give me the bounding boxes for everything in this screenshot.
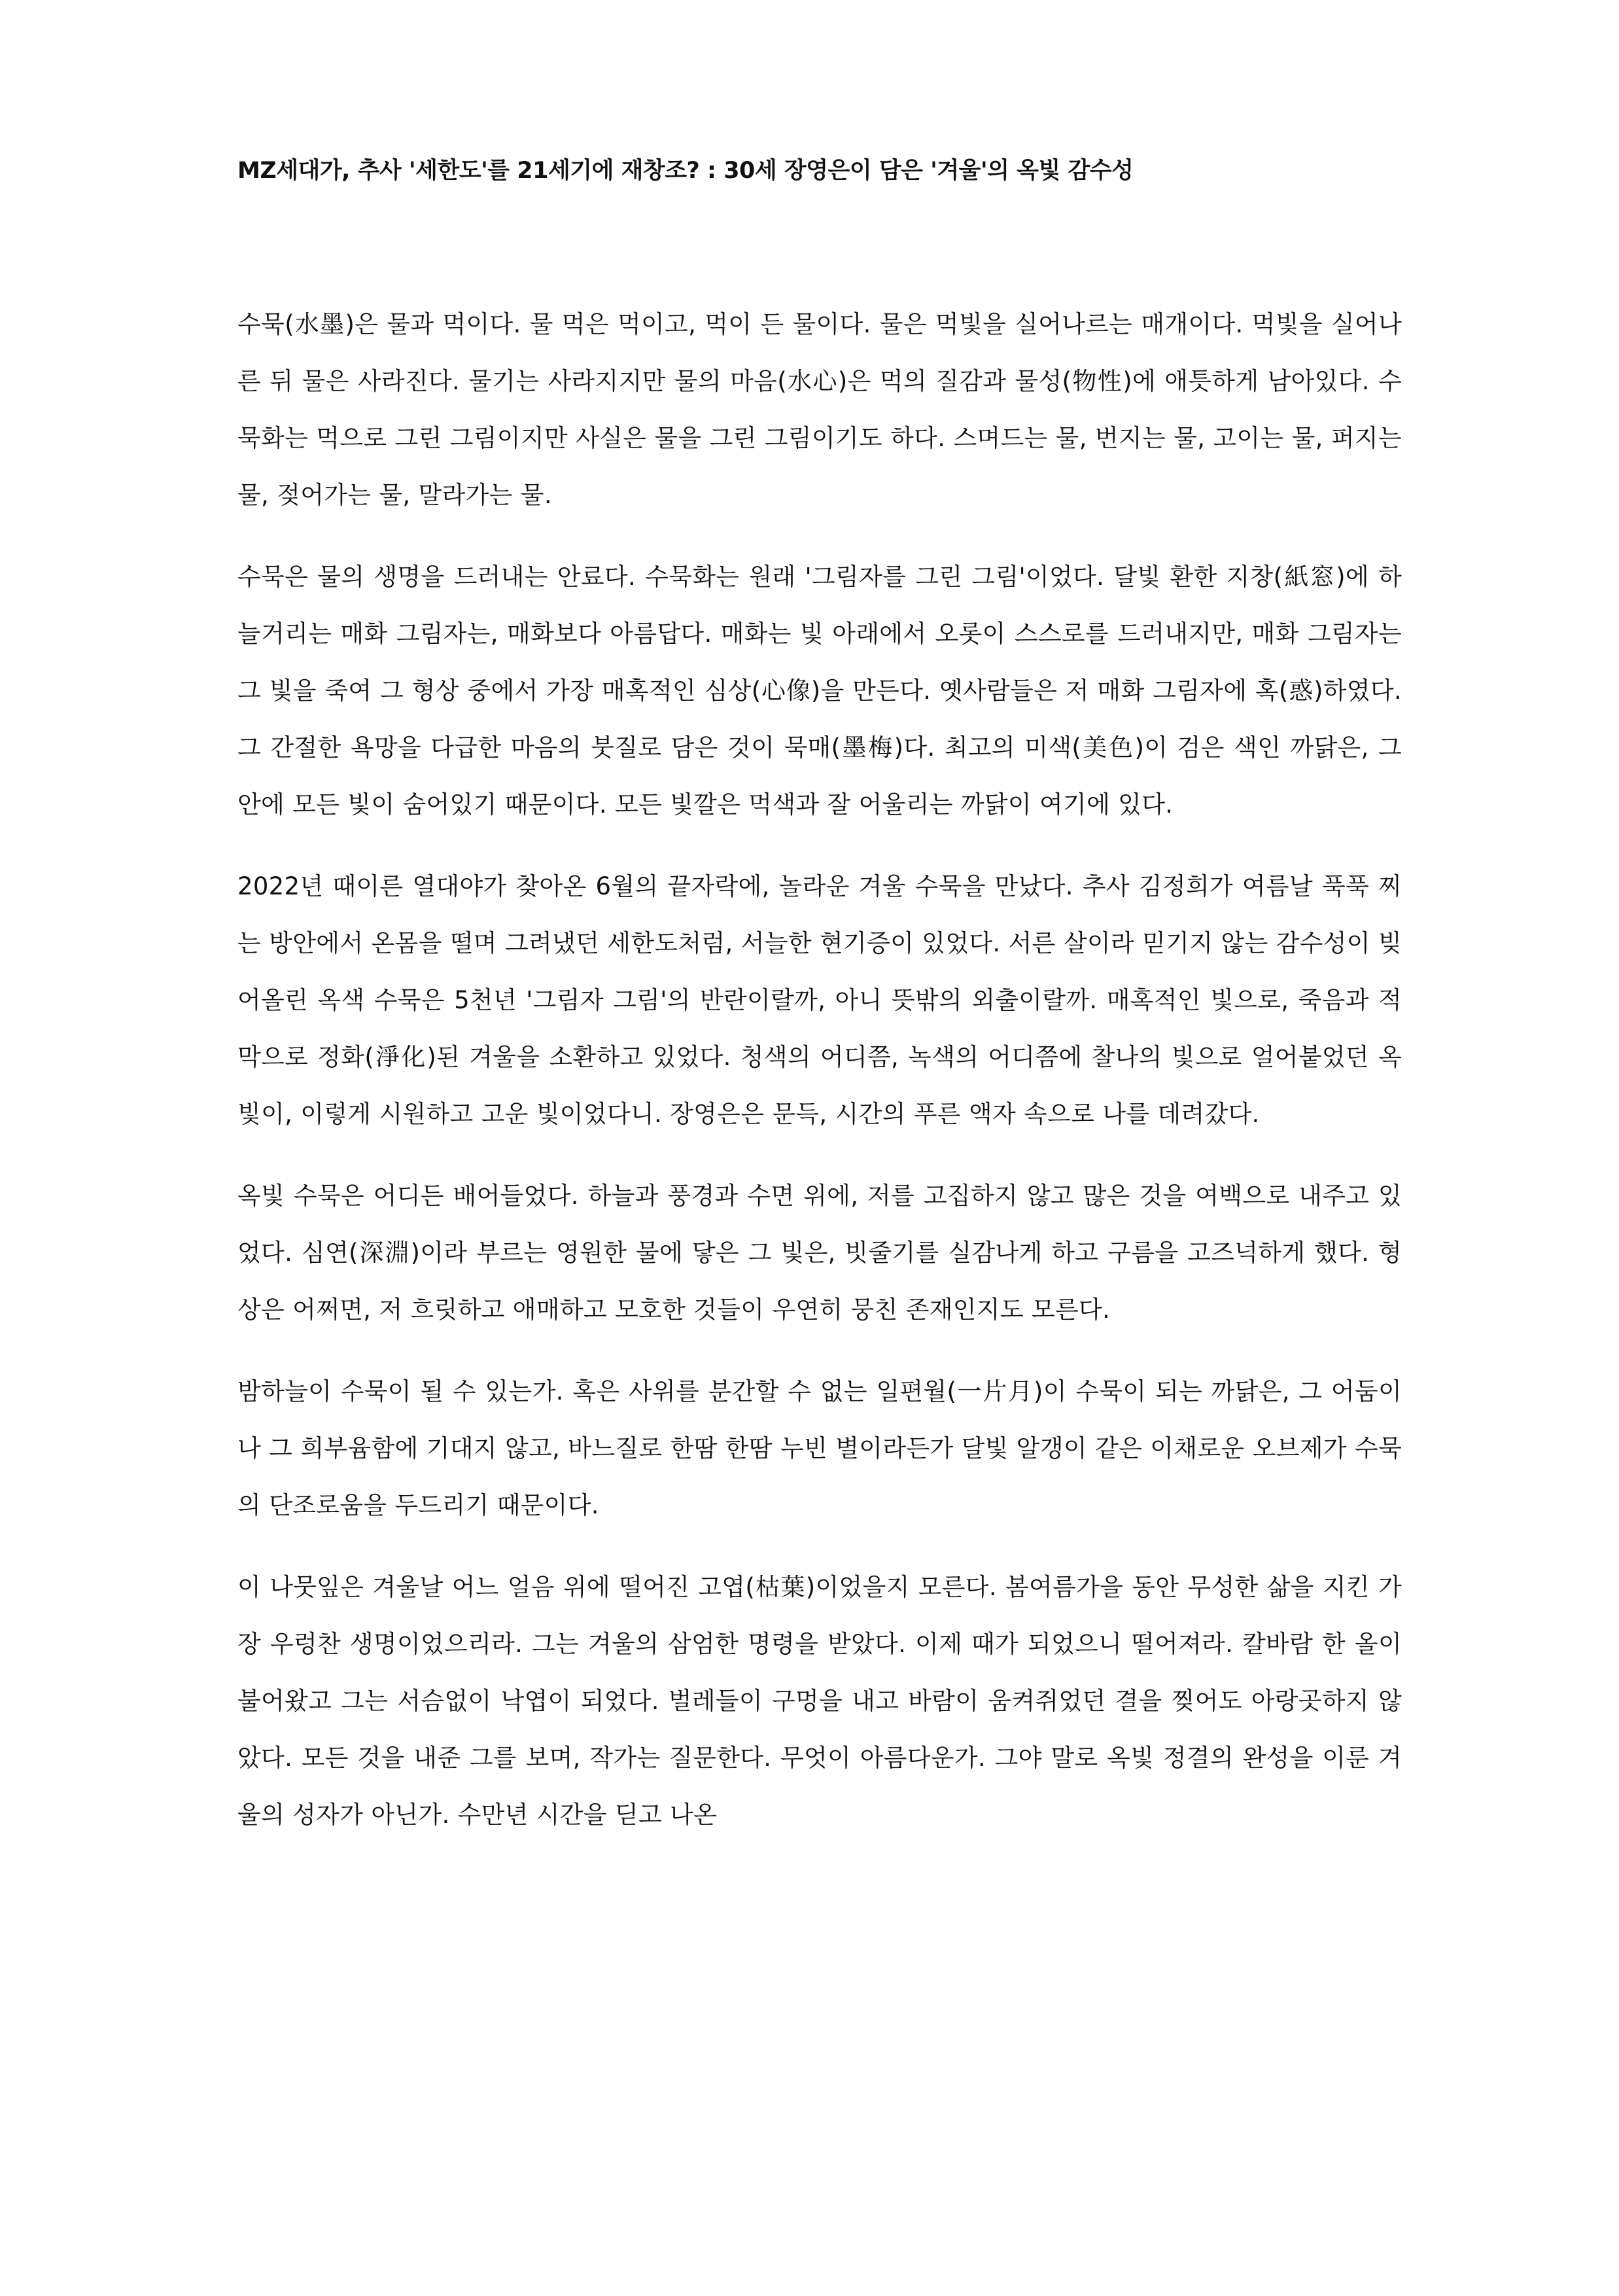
article-body (237, 296, 1402, 1868)
paragraph-2: 수묵은 물의 생명을 드러내는 안료다. 수묵화는 원래 '그림자를 그린 그림'이었다. 달빛 환한 지창(紙窓)에 하늘거리는 매화 그림자는, 매화보다 아름답다. 매화는 빛 아래에서 오롯이 스스로를 드러내지만, 매화 그림자는 그 빛을 죽여 그 형상 중에서 가장 매혹적인 심상(心像)을 만든다. 옛사람들은 저 매화 그림자에 혹(惑)하였다. 그 간절한 욕망을 다급한 마음의 붓질로 담은 것이 묵매(墨梅)다. 최고의 미색(美色)이 검은 색인 까닭은, 그 안에 모든 빛이 숨어있기 때문이다. 모든 빛깔은 먹색과 잘 어울리는 까닭이 여기에 있다. (237, 563, 1402, 819)
paragraph-5: 밤하늘이 수묵이 될 수 있는가. 혹은 사위를 분간할 수 없는 일편월(一片月)이 수묵이 되는 까닭은, 그 어둠이나 그 희부윰함에 기대지 않고, 바느질로 한땀 한땀 누빈 별이라든가 달빛 알갱이 같은 이채로운 오브제가 수묵의 단조로움을 두드리기 때문이다. (237, 1377, 1402, 1519)
article-title: MZ세대가, 추사 '세한도'를 21세기에 재창조? : 30세 장영은이 담은 '겨울'의 옥빛 감수성 (237, 158, 1134, 184)
paragraph-6: 이 나뭇잎은 겨울날 어느 얼음 위에 떨어진 고엽(枯葉)이었을지 모른다. 봄여름가을 동안 무성한 삶을 지킨 가장 우렁찬 생명이었으리라. 그는 겨울의 삼엄한 명령을 받았다. 이제 때가 되었으니 떨어져라. 칼바람 한 올이 불어왔고 그는 서슴없이 낙엽이 되었다. 벌레들이 구멍을 내고 바람이 움켜쥐었던 결을 찢어도 아랑곳하지 않았다. 모든 것을 내준 그를 보며, 작가는 질문한다. 무엇이 아름다운가. 그야 말로 옥빛 정결의 완성을 이룬 겨울의 성자가 아닌가. 수만년 시간을 딛고 나온 (237, 1573, 1402, 1829)
paragraph-1: 수묵(水墨)은 물과 먹이다. 물 먹은 먹이고, 먹이 든 물이다. 물은 먹빛을 실어나르는 매개이다. 먹빛을 실어나른 뒤 물은 사라진다. 물기는 사라지지만 물의 마음(水心)은 먹의 질감과 물성(物性)에 애틋하게 남아있다. 수묵화는 먹으로 그린 그림이지만 사실은 물을 그린 그림이기도 하다. 스며드는 물, 번지는 물, 고이는 물, 퍼지는 물, 젖어가는 물, 말라가는 물. (237, 310, 1402, 509)
paragraph-4: 옥빛 수묵은 어디든 배어들었다. 하늘과 풍경과 수면 위에, 저를 고집하지 않고 많은 것을 여백으로 내주고 있었다. 심연(深淵)이라 부르는 영원한 물에 닿은 그 빛은, 빗줄기를 실감나게 하고 구름을 고즈넉하게 했다. 형상은 어쩌면, 저 흐릿하고 애매하고 모호한 것들이 우연히 뭉친 존재인지도 모른다. (237, 1182, 1402, 1324)
paragraph-3: 2022년 때이른 열대야가 찾아온 6월의 끝자락에, 놀라운 겨울 수묵을 만났다. 추사 김정희가 여름날 푹푹 찌는 방안에서 온몸을 떨며 그려냈던 세한도처럼, 서늘한 현기증이 있었다. 서른 살이라 믿기지 않는 감수성이 빚어올린 옥색 수묵은 5천년 '그림자 그림'의 반란이랄까, 아니 뜻밖의 외출이랄까. 매혹적인 빛으로, 죽음과 적막으로 정화(淨化)된 겨울을 소환하고 있었다. 청색의 어디쯤, 녹색의 어디쯤에 찰나의 빛으로 얼어붙었던 옥빛이, 이렇게 시원하고 고운 빛이었다니. 장영은은 문득, 시간의 푸른 액자 속으로 나를 데려갔다. (237, 872, 1402, 1128)
